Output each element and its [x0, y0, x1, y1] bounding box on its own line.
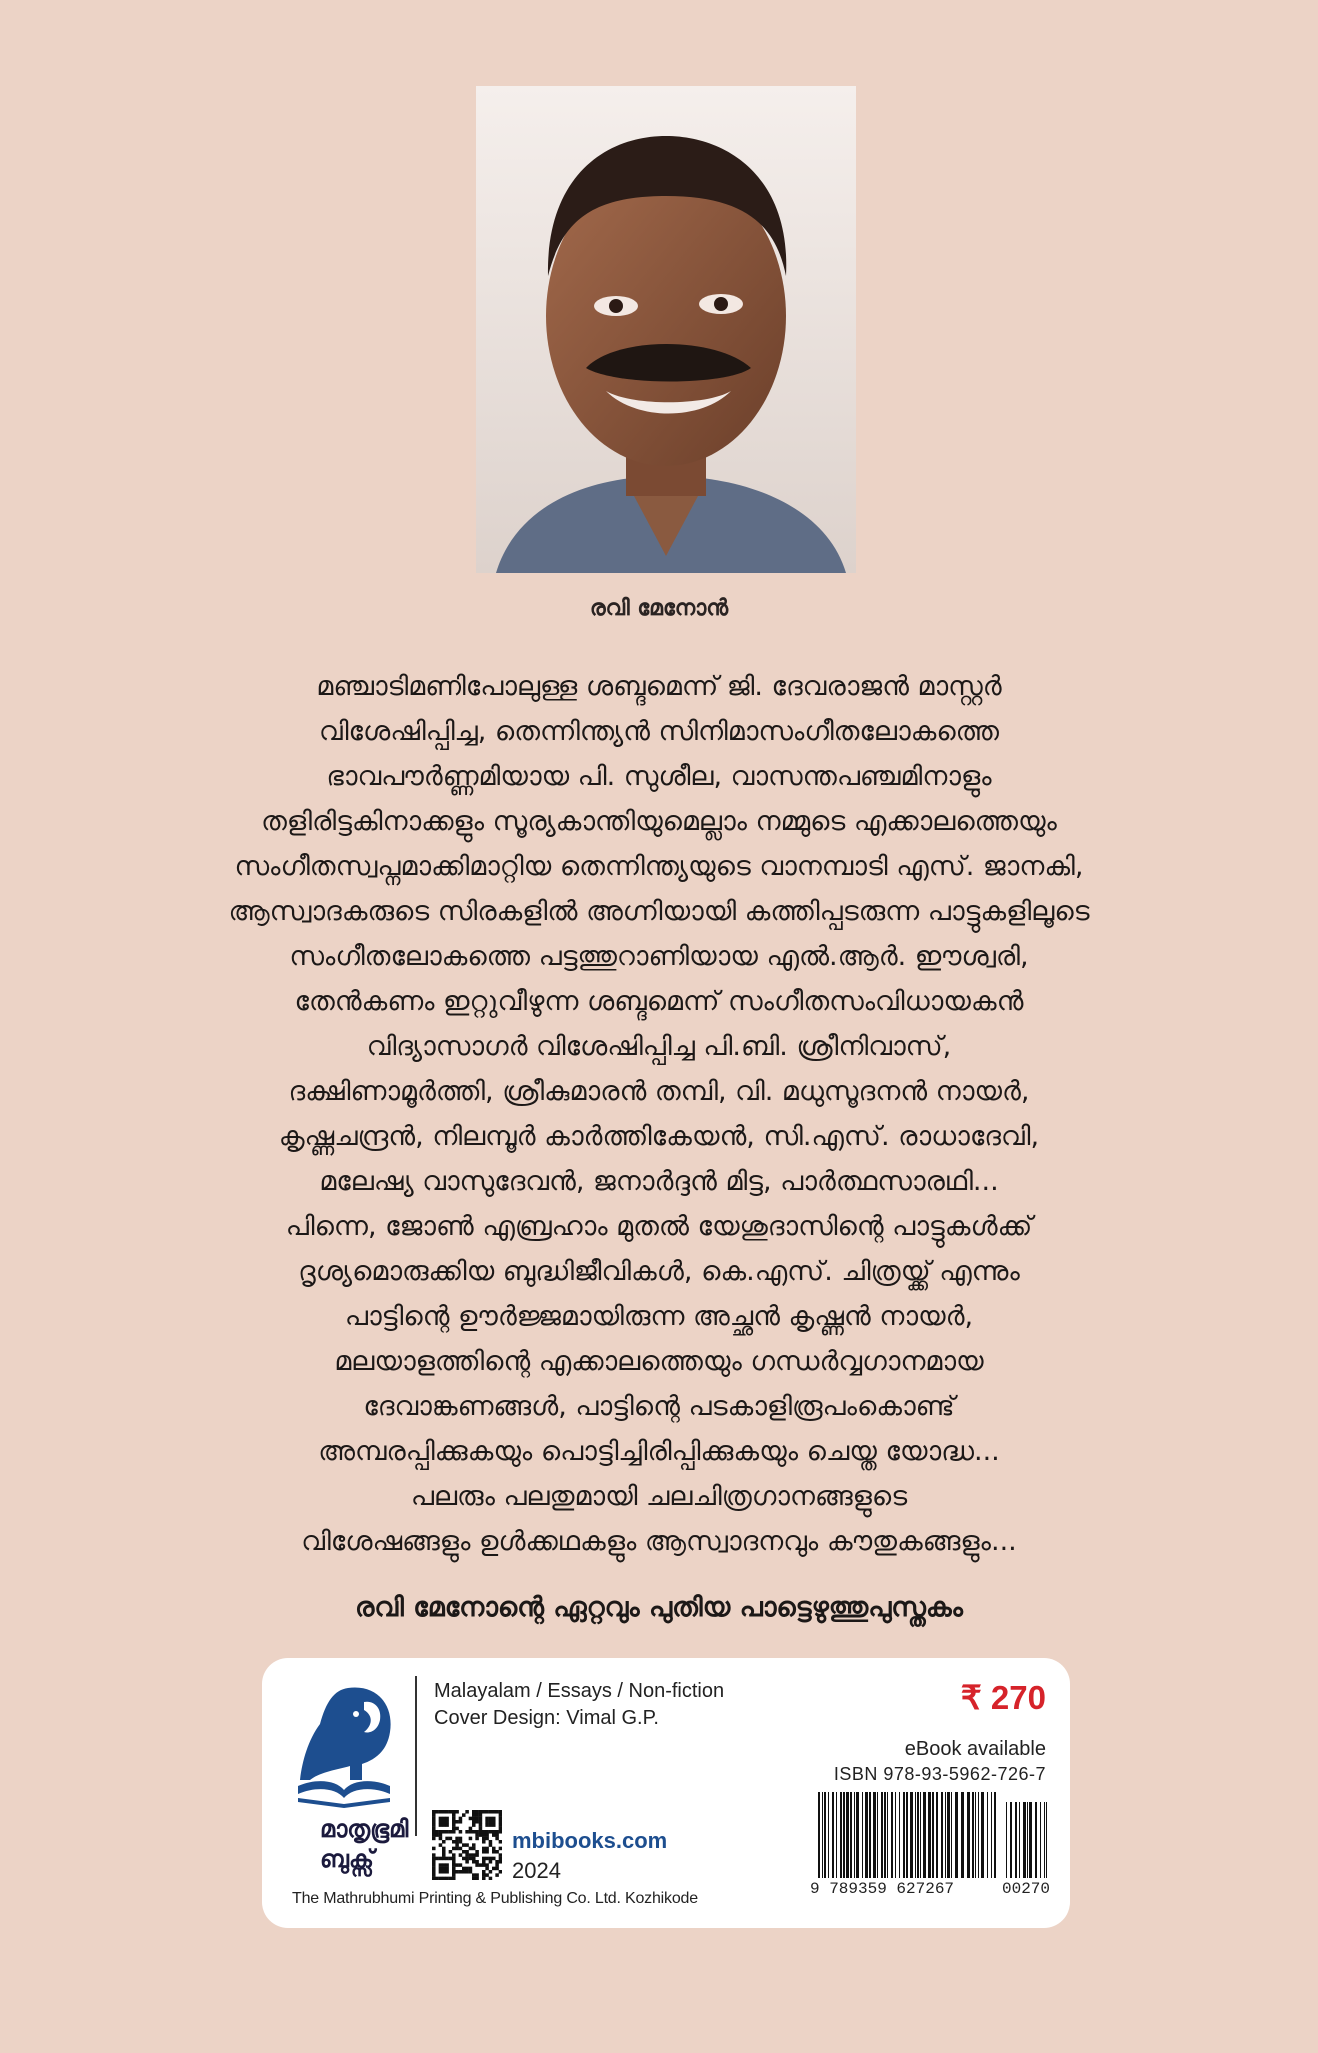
publisher-panel — [262, 1658, 1070, 1928]
blurb-line: സംഗീതലോകത്തെ പട്ടത്തുറാണിയായ എൽ.ആർ. ഈശ്വരി, — [289, 941, 1029, 972]
elephant-book-icon — [290, 1680, 398, 1808]
blurb-line: തേൻകണം ഇറ്റുവീഴുന്ന ശബ്ദമെന്ന് സംഗീതസംവിധായകൻ — [294, 986, 1024, 1017]
publisher-name-line2: ബുക്സ് — [320, 1845, 374, 1873]
isbn: ISBN 978-93-5962-726-7 — [833, 1764, 1046, 1784]
blurb-line: ആസ്വാദകരുടെ സിരകളിൽ അഗ്നിയായി കത്തിപ്പടരുന്ന പാട്ടുകളിലൂടെ — [228, 896, 1090, 927]
category-text: Malayalam / Essays / Non-fiction — [434, 1680, 725, 1702]
barcode-icon — [818, 1792, 1048, 1878]
tagline: രവി മേനോന്റെ ഏറ്റവും പുതിയ പാട്ടെഴുത്തുപുസ്തകം — [355, 1592, 963, 1623]
imprint-text: The Mathrubhumi Printing & Publishing Co. Ltd. Kozhikode — [292, 1890, 698, 1907]
blurb-line: വിശേഷങ്ങളും ഉൾക്കഥകളും ആസ്വാദനവും കൗതുകങ്ങളും... — [301, 1526, 1017, 1557]
blurb-line: മഞ്ചാടിമണിപോലുള്ള ശബ്ദമെന്ന് ജി. ദേവരാജൻ മാസ്റ്റർ — [316, 671, 1002, 702]
blurb-line: പിന്നെ, ജോൺ എബ്രഹാം മുതൽ യേശുദാസിന്റെ പാട്ടുകൾക്ക് — [285, 1211, 1033, 1242]
barcode-digits — [810, 1880, 1050, 1898]
barcode-digits-main: 9 789359 627267 — [810, 1880, 955, 1898]
blurb-line: മലേഷ്യ വാസുദേവൻ, ജനാർദ്ദൻ മിട്ട, പാർത്ഥസാരഥി... — [319, 1166, 999, 1197]
blurb-line: വിദ്യാസാഗർ വിശേഷിപ്പിച്ച പി.ബി. ശ്രീനിവാസ്, — [366, 1031, 952, 1062]
blurb-line: കൃഷ്ണചന്ദ്രൻ, നിലമ്പൂർ കാർത്തികേയൻ, സി.എസ്. രാധാദേവി, — [278, 1121, 1040, 1152]
author-portrait-icon — [476, 86, 856, 573]
book-meta — [434, 1678, 724, 1732]
blurb-line: ദേവാങ്കണങ്ങൾ, പാട്ടിന്റെ പടകാളിരൂപംകൊണ്ട് — [363, 1391, 955, 1422]
blurb-line: വിശേഷിപ്പിച്ച, തെന്നിന്ത്യൻ സിനിമാസംഗീതലോകത്തെ — [318, 716, 999, 747]
cover-design-text: Cover Design: Vimal G.P. — [434, 1707, 659, 1729]
blurb-line: ദൃശ്യമൊരുക്കിയ ബുദ്ധിജീവികൾ, കെ.എസ്. ചിത്രയ്ക്ക് എന്നും — [298, 1256, 1020, 1287]
qr-code-icon — [432, 1810, 502, 1880]
website-link[interactable]: mbibooks.com — [512, 1828, 668, 1853]
blurb-line: ദക്ഷിണാമൂർത്തി, ശ്രീകുമാരൻ തമ്പി, വി. മധുസൂദനൻ നായർ, — [288, 1076, 1030, 1107]
barcode-digits-addon: 00270 — [1001, 1880, 1050, 1898]
ebook-availability: eBook available — [904, 1738, 1046, 1760]
blurb-line: മലയാളത്തിന്റെ എക്കാലത്തെയും ഗന്ധർവ്വഗാനമായ — [334, 1346, 984, 1377]
author-photo — [476, 86, 856, 573]
divider — [415, 1676, 417, 1836]
price: ₹ 270 — [960, 1679, 1046, 1716]
author-caption: രവി മേനോൻ — [589, 596, 729, 621]
blurb-line: പാട്ടിന്റെ ഊർജ്ജമായിരുന്ന അച്ഛൻ കൃഷ്ണൻ നായർ, — [344, 1301, 974, 1332]
publisher-name — [320, 1814, 430, 1874]
publisher-name-line1: മാതൃഭൂമി — [320, 1815, 409, 1843]
blurb-line: തളിരിട്ടകിനാക്കളും സൂര്യകാന്തിയുമെല്ലാം നമ്മുടെ എക്കാലത്തെയും — [261, 806, 1057, 837]
blurb-line: സംഗീതസ്വപ്നമാക്കിമാറ്റിയ തെന്നിന്ത്യയുടെ വാനമ്പാടി എസ്. ജാനകി, — [234, 851, 1084, 882]
blurb-line: അമ്പരപ്പിക്കുകയും പൊട്ടിച്ചിരിപ്പിക്കുകയും ചെയ്ത യോദ്ധ... — [318, 1436, 1000, 1467]
blurb-line: പലരും പലതുമായി ചലചിത്രഗാനങ്ങളുടെ — [410, 1481, 908, 1512]
publication-year: 2024 — [512, 1858, 561, 1883]
blurb-text — [150, 664, 1168, 1564]
blurb-line: ഭാവപൗർണ്ണമിയായ പി. സുശീല, വാസന്തപഞ്ചമിനാളും — [326, 761, 992, 792]
